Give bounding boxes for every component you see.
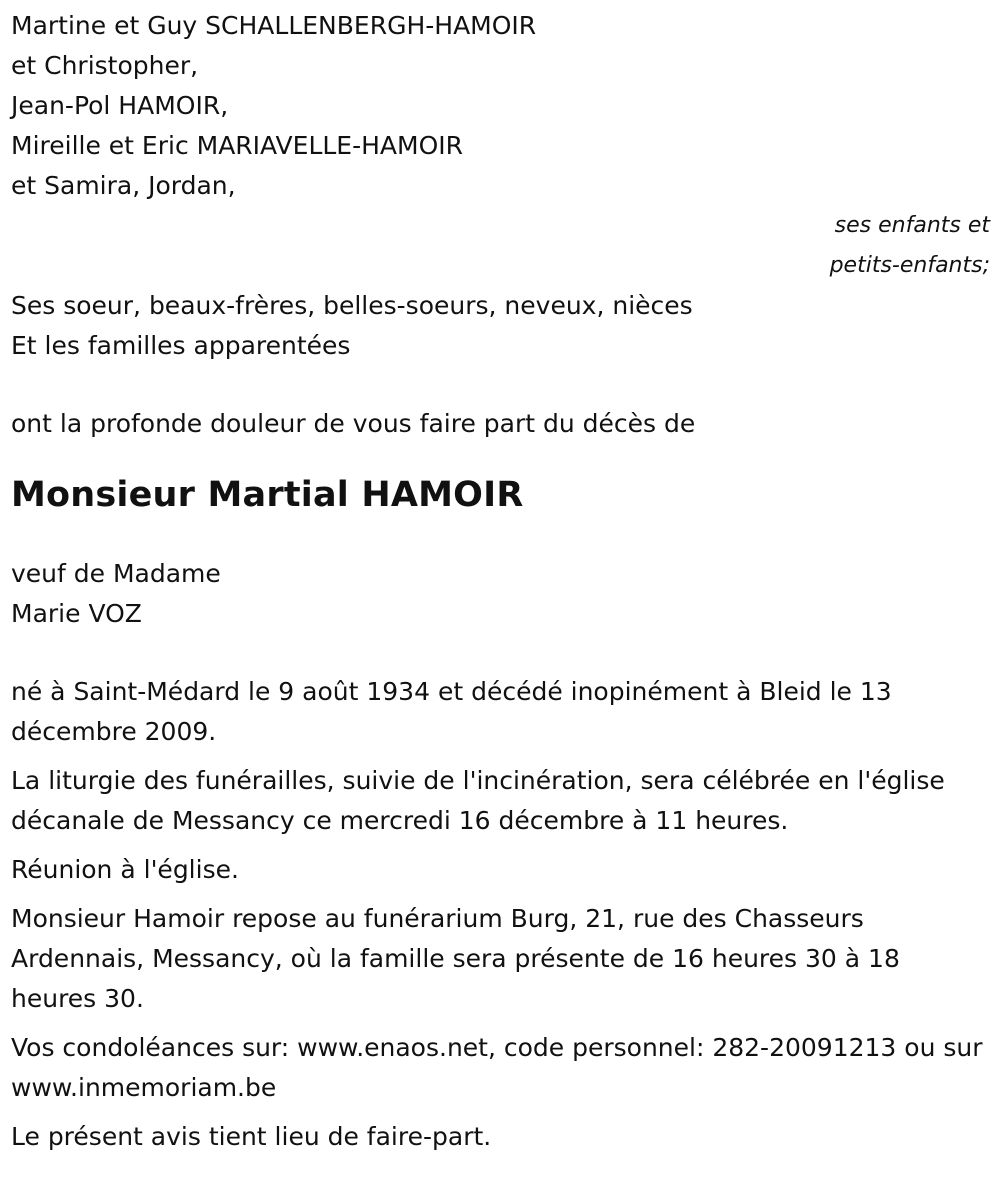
family-line: Jean-Pol HAMOIR, — [11, 91, 229, 120]
relatives-line: Et les familles apparentées — [11, 331, 351, 360]
deceased-name: Monsieur Martial HAMOIR — [11, 475, 524, 515]
family-line: Mireille et Eric MARIAVELLE-HAMOIR — [11, 131, 464, 160]
family-line: et Samira, Jordan, — [11, 171, 236, 200]
spouse-line: veuf de Madame — [11, 559, 221, 588]
condolences-info: Vos condoléances sur: www.enaos.net, code personnel: 282-20091213 ou sur www.inmemoriam.be — [11, 1033, 983, 1102]
relatives-line: Ses soeur, beaux-frères, belles-soeurs, neveux, nièces — [11, 291, 693, 320]
notice-details — [11, 672, 990, 1157]
relatives — [11, 286, 990, 366]
meeting-info: Réunion à l'église. — [11, 855, 239, 884]
family-relation — [11, 206, 990, 286]
family-members — [11, 6, 990, 206]
funeral-home-info: Monsieur Hamoir repose au funérarium Burg, 21, rue des Chasseurs Ardennais, Messancy, où la famille sera présente de 16 heures 30 à 18 heures 30. — [11, 904, 900, 1013]
birth-death-info: né à Saint-Médard le 9 août 1934 et décédé inopinément à Bleid le 13 décembre 2009. — [11, 677, 892, 746]
relation-line: petits-enfants; — [829, 253, 990, 278]
spouse-line: Marie VOZ — [11, 599, 142, 628]
family-line: et Christopher, — [11, 51, 199, 80]
relation-line: ses enfants et — [834, 213, 990, 238]
notice-footer: Le présent avis tient lieu de faire-part. — [11, 1122, 492, 1151]
family-line: Martine et Guy SCHALLENBERGH-HAMOIR — [11, 11, 537, 40]
spouse-info — [11, 554, 990, 634]
funeral-info: La liturgie des funérailles, suivie de l'incinération, sera célébrée en l'église décanale de Messancy ce mercredi 16 décembre à 11 heures. — [11, 766, 945, 835]
announcement: ont la profonde douleur de vous faire part du décès de — [11, 409, 696, 438]
